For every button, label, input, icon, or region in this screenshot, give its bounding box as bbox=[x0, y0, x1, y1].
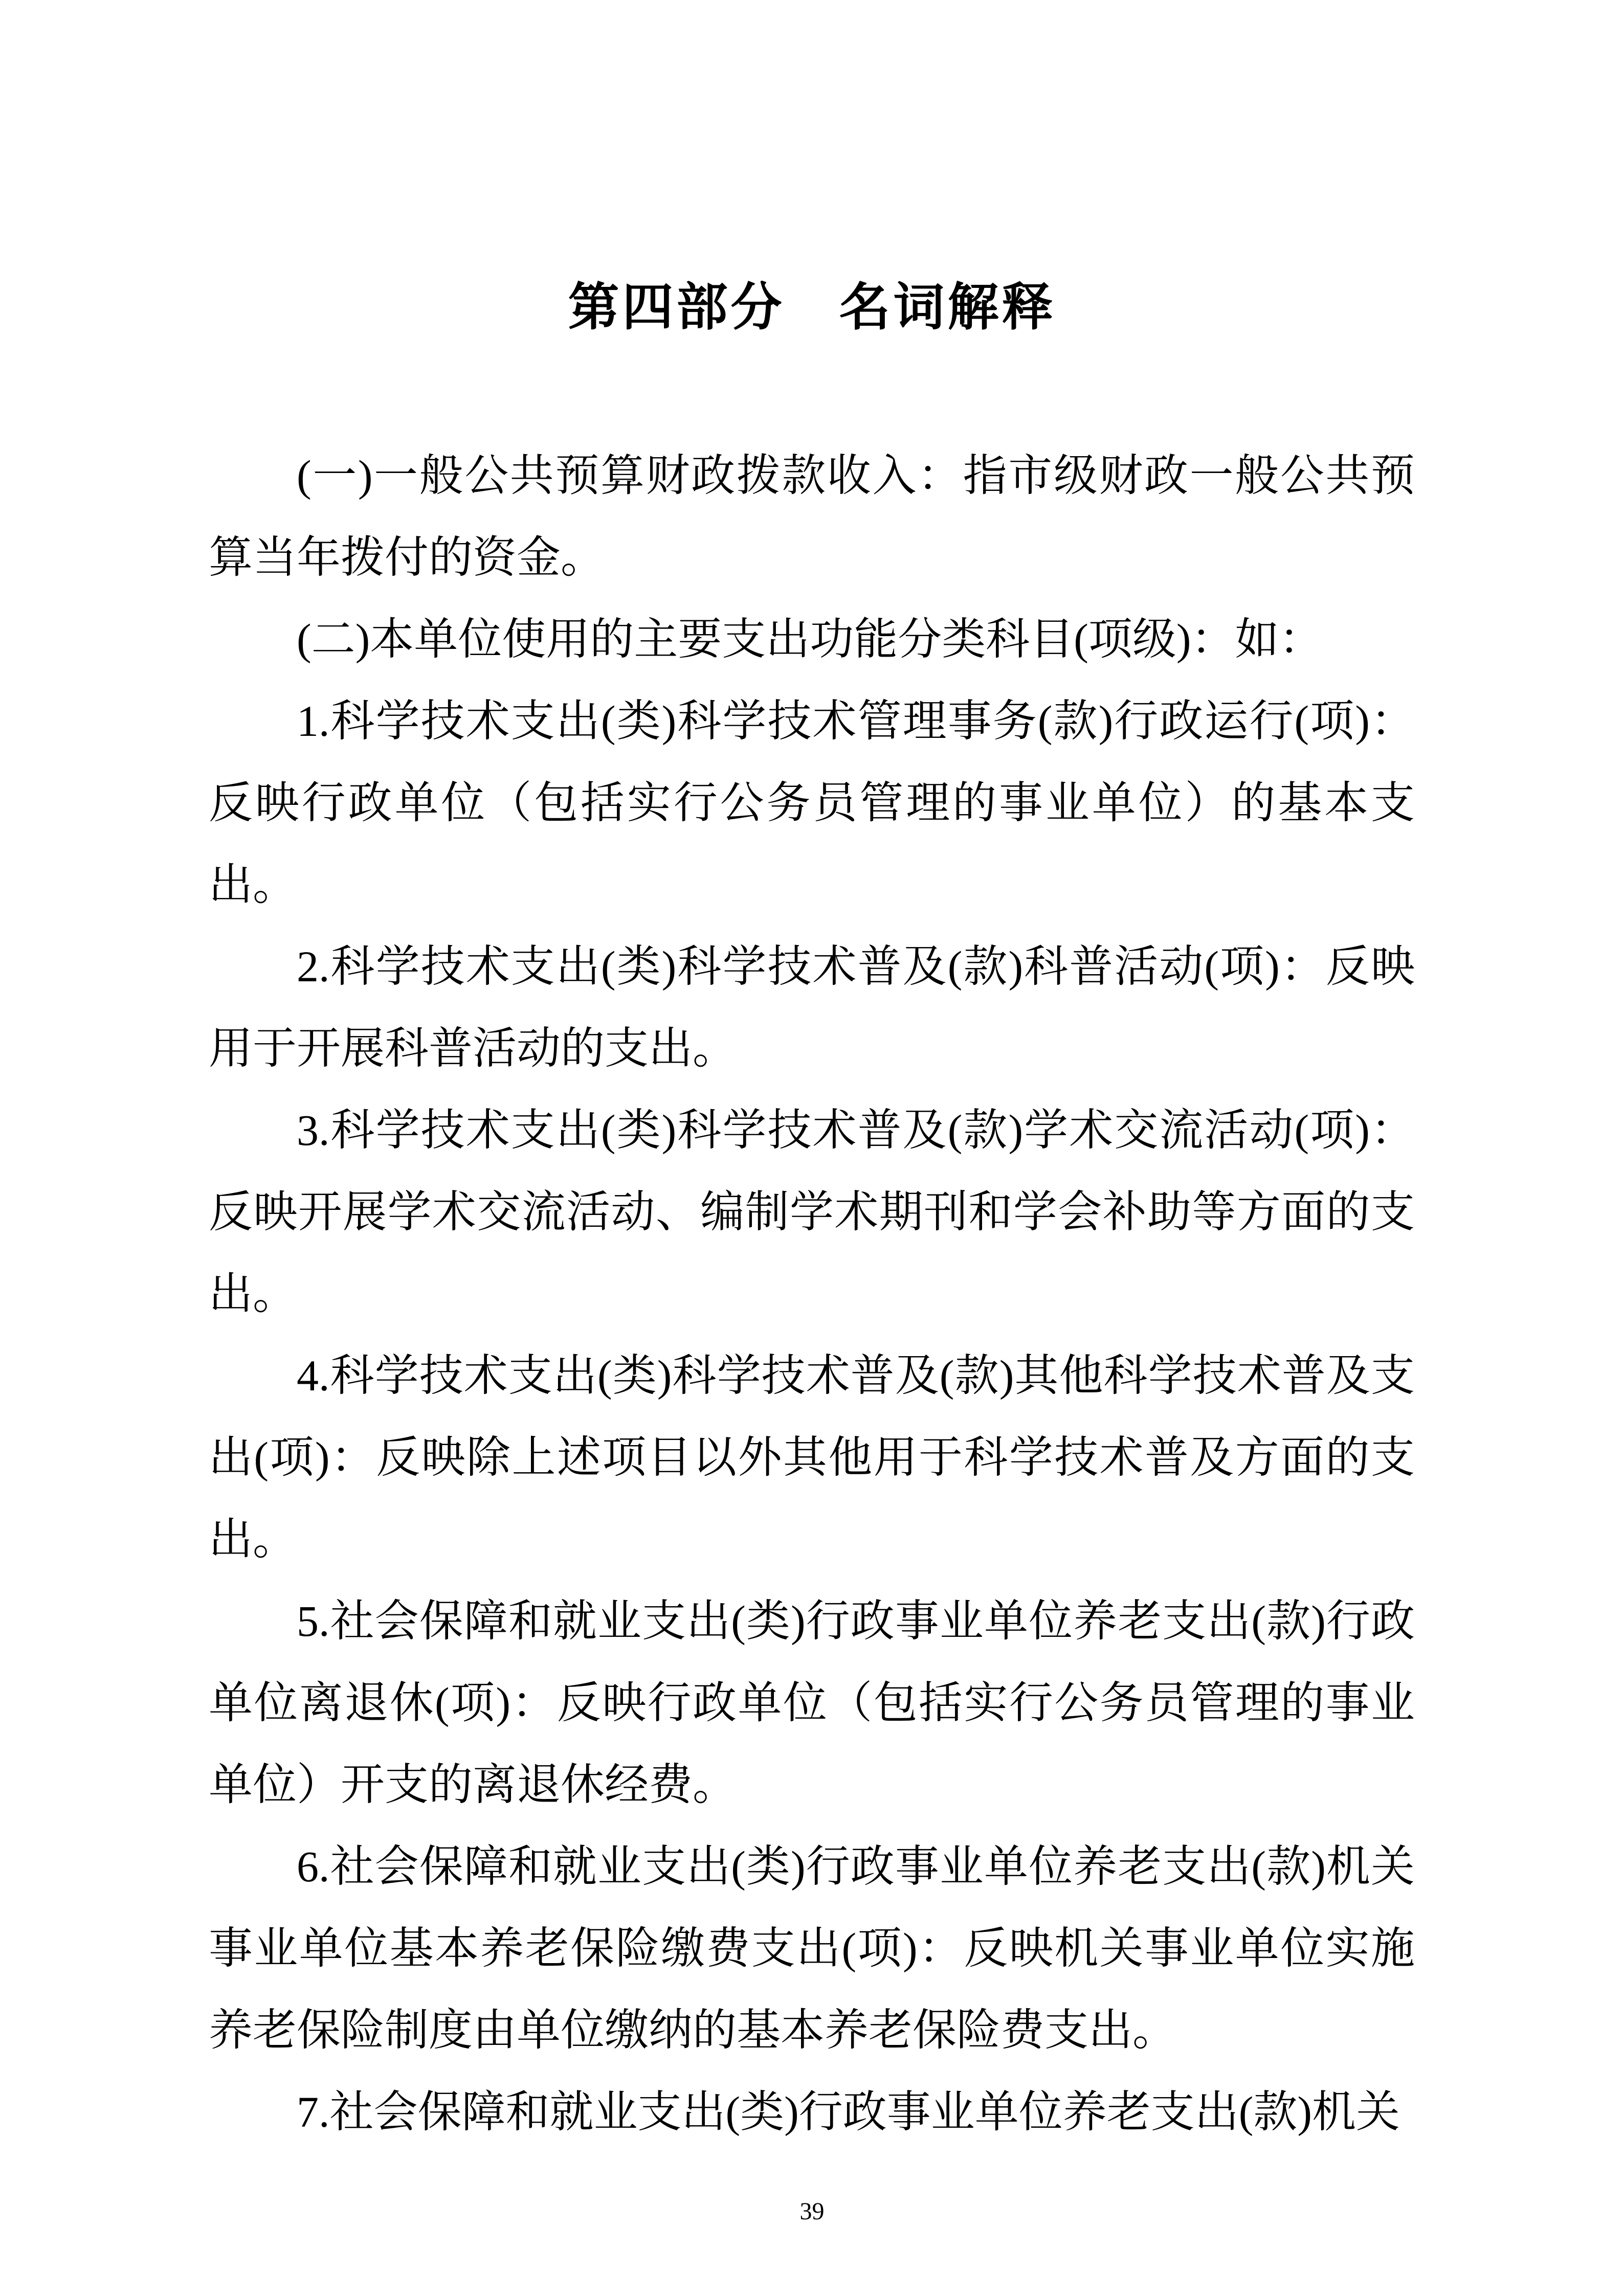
document-body bbox=[209, 435, 1415, 2153]
paragraph: 7.社会保障和就业支出(类)行政事业单位养老支出(款)机关 bbox=[297, 2087, 1400, 2136]
paragraph: (一)一般公共预算财政拨款收入：指市级财政一般公共预算当年拨付的资金。 bbox=[209, 451, 1415, 582]
paragraph: 6.社会保障和就业支出(类)行政事业单位养老支出(款)机关事业单位基本养老保险缴费支出(项)：反映机关事业单位实施养老保险制度由单位缴纳的基本养老保险费支出。 bbox=[209, 1842, 1415, 2055]
paragraph: (二)本单位使用的主要支出功能分类科目(项级)：如： bbox=[297, 615, 1323, 664]
paragraph: 5.社会保障和就业支出(类)行政事业单位养老支出(款)行政单位离退休(项)：反映行政单位（包括实行公务员管理的事业单位）开支的离退休经费。 bbox=[209, 1596, 1415, 1809]
paragraph: 2.科学技术支出(类)科学技术普及(款)科普活动(项)：反映用于开展科普活动的支出。 bbox=[209, 942, 1415, 1073]
page-number: 39 bbox=[799, 2198, 825, 2225]
paragraph: 1.科学技术支出(类)科学技术管理事务(款)行政运行(项)：反映行政单位（包括实行公务员管理的事业单位）的基本支出。 bbox=[209, 696, 1415, 909]
paragraph: 4.科学技术支出(类)科学技术普及(款)其他科学技术普及支出(项)：反映除上述项目以外其他用于科学技术普及方面的支出。 bbox=[209, 1351, 1415, 1564]
paragraph: 3.科学技术支出(类)科学技术普及(款)学术交流活动(项)：反映开展学术交流活动、编制学术期刊和学会补助等方面的支出。 bbox=[209, 1106, 1415, 1318]
page-title: 第四部分 名词解释 bbox=[568, 279, 1056, 336]
